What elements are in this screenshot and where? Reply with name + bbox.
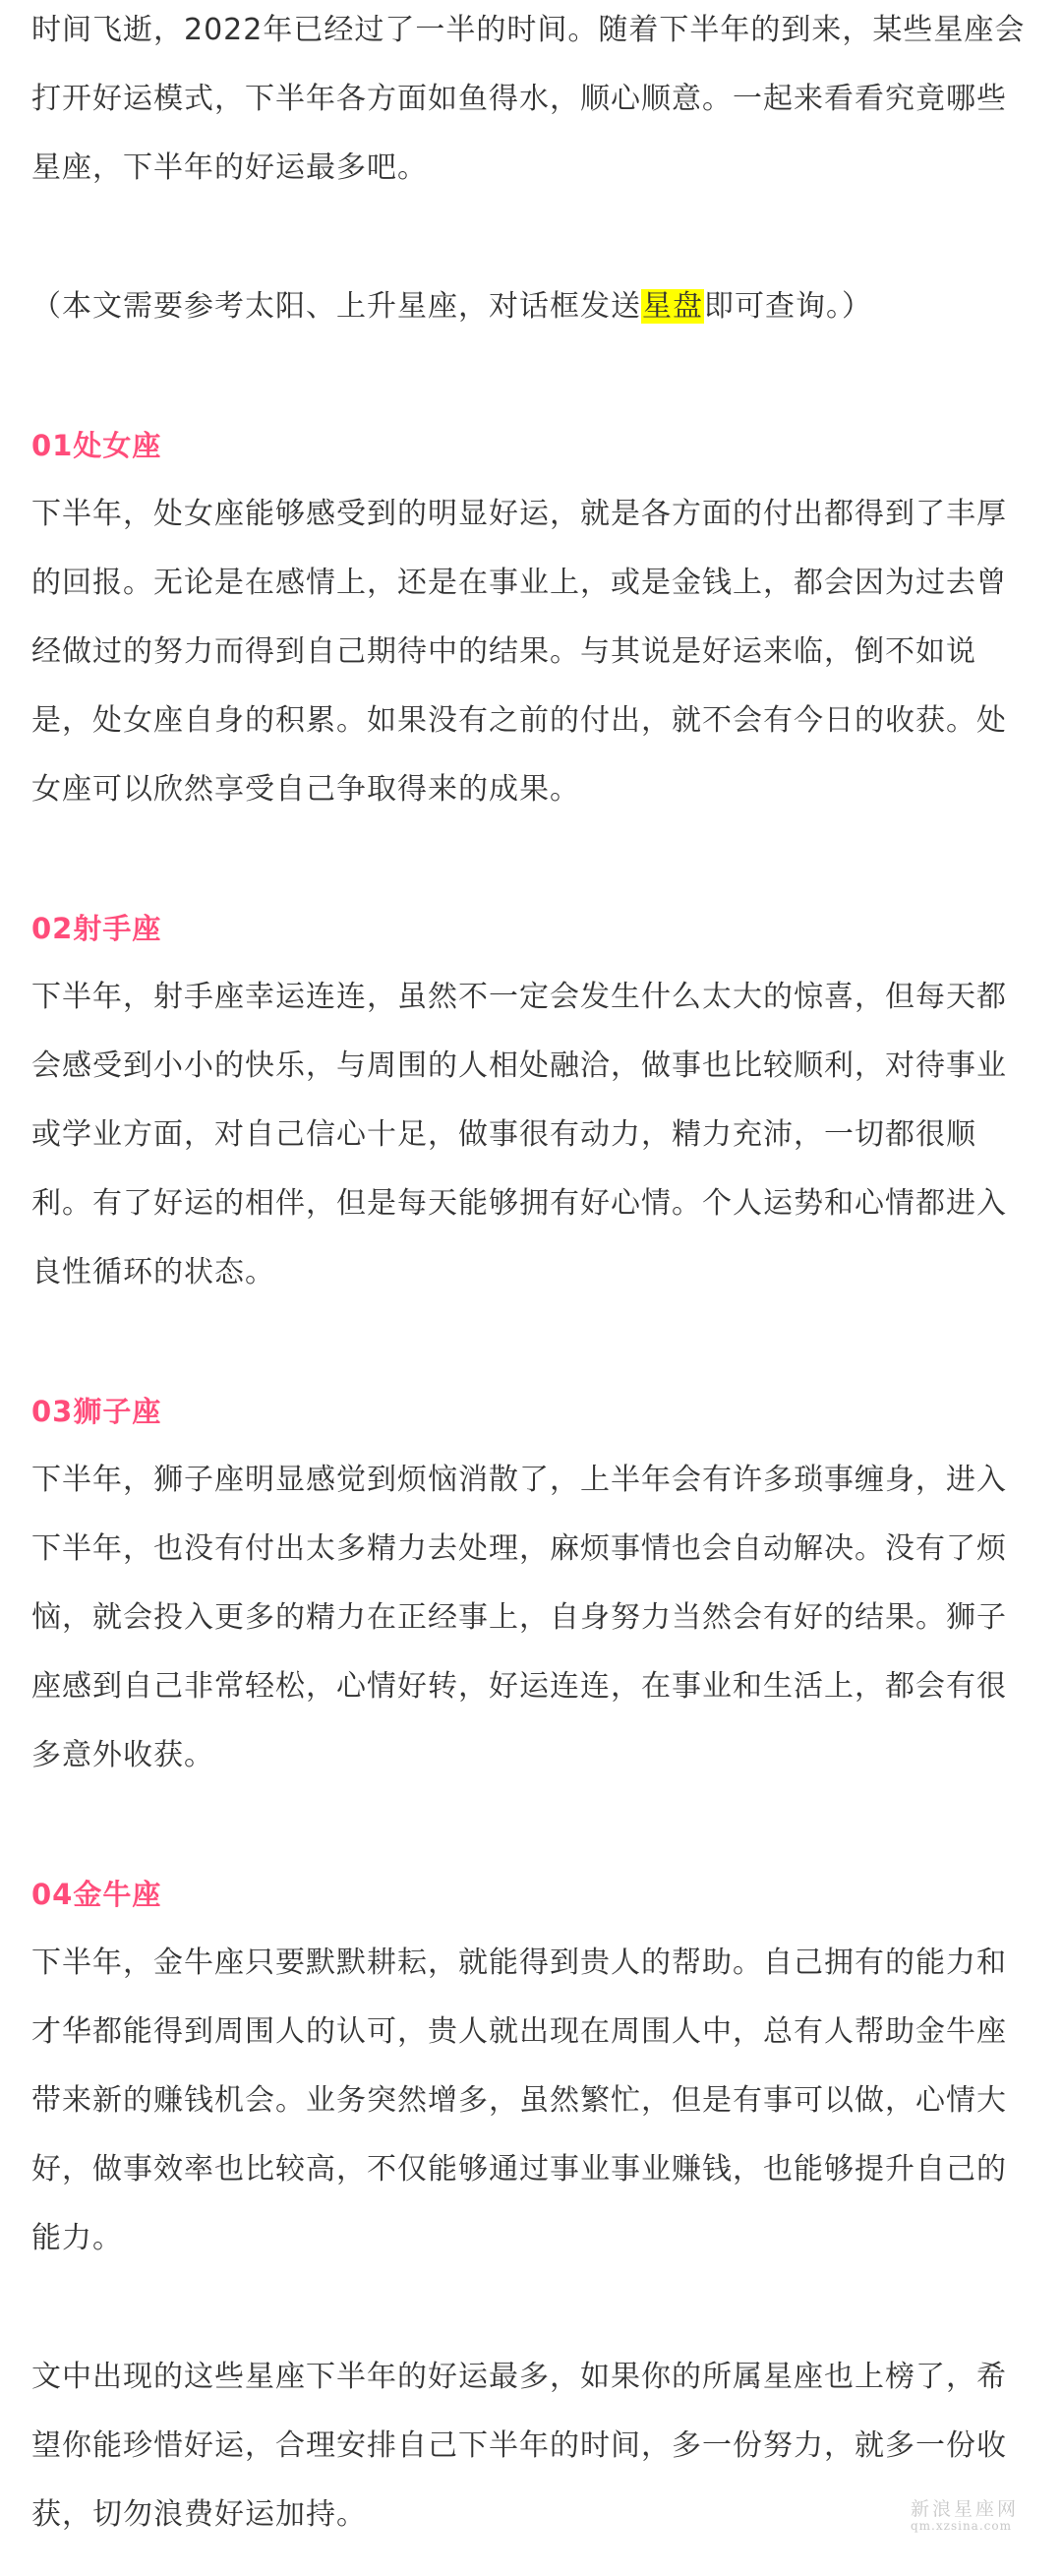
section-body-virgo: 下半年，处女座能够感受到的明显好运，就是各方面的付出都得到了丰厚的回报。无论是在感情上，还是在事业上，或是金钱上，都会因为过去曾经做过的努力而得到自己期待中的结果。与其说是好运来临，倒不如说是，处女座自身的积累。如果没有之前的付出，就不会有今日的收获。处女座可以欣然享受自己争取得来的成果。 xyxy=(31,497,1007,807)
section-title-virgo: 01处女座 xyxy=(31,429,162,462)
article xyxy=(31,0,1031,2549)
watermark-name: 新浪星座网 xyxy=(910,2497,1019,2520)
section-body-sagittarius: 下半年，射手座幸运连连，虽然不一定会发生什么太大的惊喜，但每天都会感受到小小的快乐，与周围的人相处融洽，做事也比较顺利，对待事业或学业方面，对自己信心十足，做事很有动力，精力充沛，一切都很顺利。有了好运的相伴，但是每天能够拥有好心情。个人运势和心情都进入良性循环的状态。 xyxy=(31,980,1007,1289)
section-body-leo: 下半年，狮子座明显感觉到烦恼消散了，上半年会有许多琐事缠身，进入下半年，也没有付出太多精力去处理，麻烦事情也会自动解决。没有了烦恼，就会投入更多的精力在正经事上，自身努力当然会有好的结果。狮子座感到自己非常轻松，心情好转，好运连连，在事业和生活上，都会有很多意外收获。 xyxy=(31,1463,1007,1772)
note-before: （本文需要参考太阳、上升星座，对话框发送 xyxy=(31,289,641,324)
closing-paragraph: 文中出现的这些星座下半年的好运最多，如果你的所属星座也上榜了，希望你能珍惜好运，合理安排自己下半年的时间，多一份努力，就多一份收获，切勿浪费好运加持。 xyxy=(31,2360,1007,2532)
reference-note xyxy=(31,272,1031,341)
watermark-url: qm.xzsina.com xyxy=(910,2518,1012,2533)
section-title-taurus: 04金牛座 xyxy=(31,1878,162,1911)
intro-paragraph: 时间飞逝，2022年已经过了一半的时间。随着下半年的到来，某些星座会打开好运模式，下半年各方面如鱼得水，顺心顺意。一起来看看究竟哪些星座，下半年的好运最多吧。 xyxy=(31,13,1026,185)
note-after: 即可查询。） xyxy=(704,289,872,324)
section-title-leo: 03狮子座 xyxy=(31,1395,162,1428)
highlight-keyword: 星盘 xyxy=(642,289,703,324)
section-title-sagittarius: 02射手座 xyxy=(31,912,162,945)
section-body-taurus: 下半年，金牛座只要默默耕耘，就能得到贵人的帮助。自己拥有的能力和才华都能得到周围人的认可，贵人就出现在周围人中，总有人帮助金牛座带来新的赚钱机会。业务突然增多，虽然繁忙，但是有事可以做，心情大好，做事效率也比较高，不仅能够通过事业事业赚钱，也能够提升自己的能力。 xyxy=(31,1946,1007,2255)
watermark xyxy=(911,2499,1019,2533)
